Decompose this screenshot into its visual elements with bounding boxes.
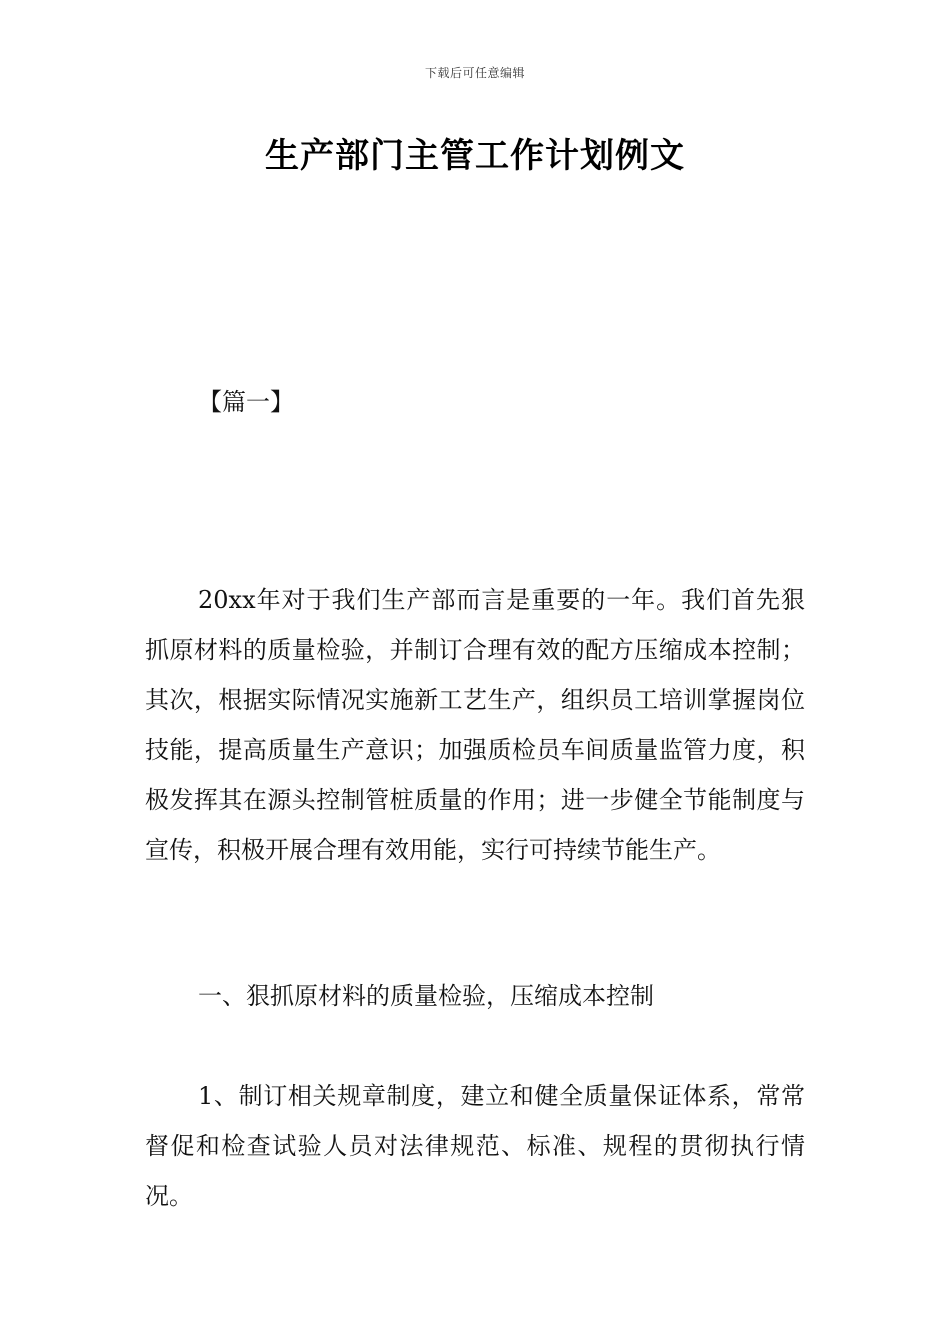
section-heading-one-text: 一、狠抓原材料的质量检验，压缩成本控制	[198, 982, 654, 1010]
item-one-paragraph-text: 1、制订相关规章制度，建立和健全质量保证体系，常常督促和检查试验人员对法律规范、标准、规程的贯彻执行情况。	[145, 1082, 805, 1210]
header-note: 下载后可任意编辑	[424, 66, 525, 80]
intro-paragraph	[145, 575, 805, 875]
section-tag: 【篇一】	[198, 388, 294, 416]
item-one-paragraph	[145, 1071, 805, 1221]
document-title: 生产部门主管工作计划例文	[265, 136, 685, 176]
section-heading-one	[145, 971, 805, 1021]
intro-paragraph-text: 20xx年对于我们生产部而言是重要的一年。我们首先狠抓原材料的质量检验，并制订合理有效的配方压缩成本控制；其次，根据实际情况实施新工艺生产，组织员工培训掌握岗位技能，提高质量生产意识；加强质检员车间质量监管力度，积极发挥其在源头控制管桩质量的作用；进一步健全节能制度与宣传，积极开展合理有效用能，实行可持续节能生产。	[145, 586, 805, 864]
